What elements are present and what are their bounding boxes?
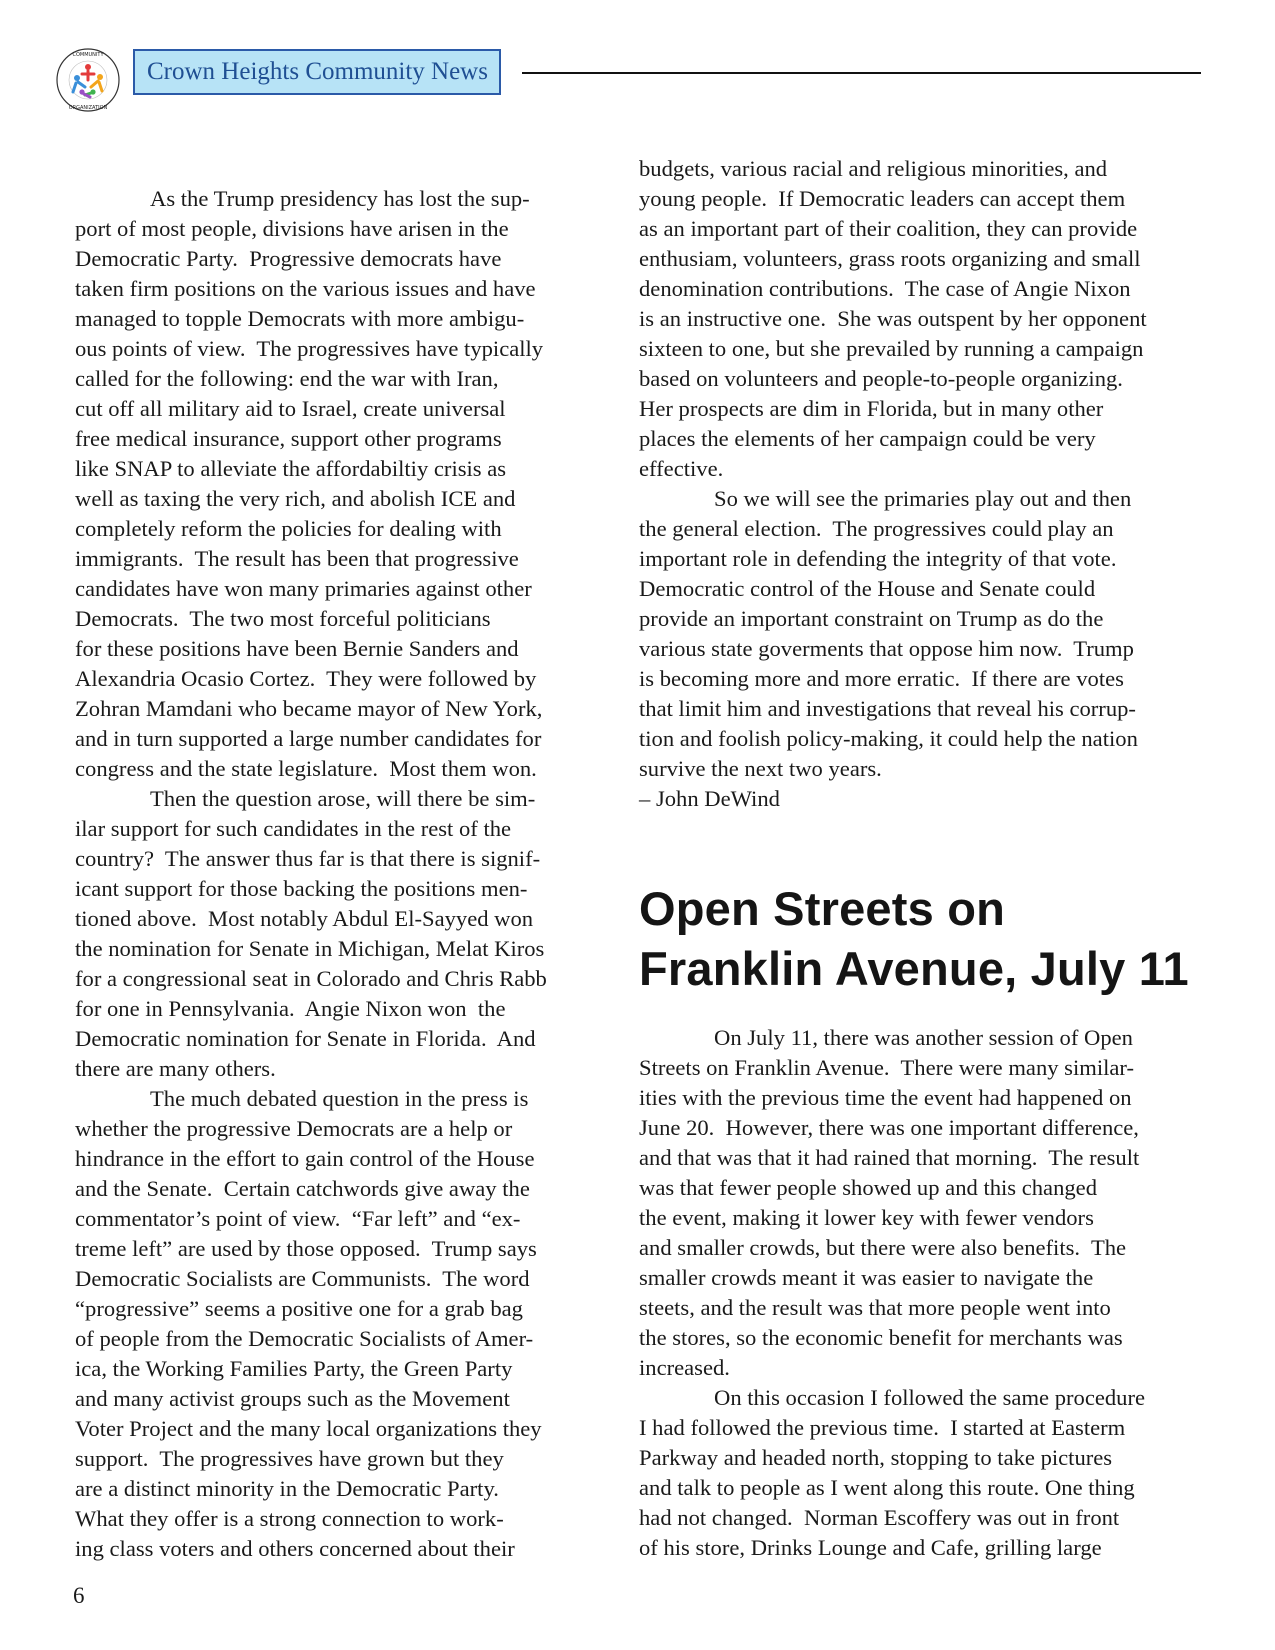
text-line: for a congressional seat in Colorado and Chris Rabb bbox=[75, 966, 547, 991]
text-line: the general election. The progressives could play an bbox=[639, 516, 1114, 541]
text-line: of people from the Democratic Socialists of Amer- bbox=[75, 1326, 534, 1351]
text-line: steets, and the result was that more people went into bbox=[639, 1295, 1111, 1320]
text-line: On July 11, there was another session of Open bbox=[714, 1025, 1133, 1050]
text-line: and many activist groups such as the Movement bbox=[75, 1386, 510, 1411]
text-line: and smaller crowds, but there were also benefits. The bbox=[639, 1235, 1127, 1260]
text-line: and talk to people as I went along this route. One thing bbox=[639, 1475, 1135, 1500]
text-line: managed to topple Democrats with more ambigu- bbox=[75, 306, 525, 331]
text-line: based on volunteers and people-to-people organizing. bbox=[639, 366, 1123, 391]
text-line: smaller crowds meant it was easier to navigate the bbox=[639, 1265, 1094, 1290]
text-line: tion and foolish policy-making, it could help the nation bbox=[639, 726, 1138, 751]
text-line: is becoming more and more erratic. If there are votes bbox=[639, 666, 1124, 691]
text-line: Democrats. The two most forceful politicians bbox=[75, 606, 491, 631]
text-line: candidates have won many primaries against other bbox=[75, 576, 532, 601]
text-line: had not changed. Norman Escoffery was out in front bbox=[639, 1505, 1120, 1530]
text-line: increased. bbox=[639, 1355, 730, 1380]
text-line: places the elements of her campaign could be very bbox=[639, 426, 1096, 451]
text-line: So we will see the primaries play out and then bbox=[714, 486, 1132, 511]
masthead-title: Crown Heights Community News bbox=[147, 58, 488, 85]
text-line: the event, making it lower key with fewer vendors bbox=[639, 1205, 1094, 1230]
text-line: like SNAP to alleviate the affordabiltiy crisis as bbox=[75, 456, 507, 481]
text-line: Then the question arose, will there be sim- bbox=[150, 786, 536, 811]
text-line: well as taxing the very rich, and abolish ICE and bbox=[75, 486, 516, 511]
text-line: budgets, various racial and religious minorities, and bbox=[639, 156, 1108, 181]
text-line: ilar support for such candidates in the rest of the bbox=[75, 816, 512, 841]
text-line: important role in defending the integrity of that vote. bbox=[639, 546, 1117, 571]
text-line: I had followed the previous time. I started at Easterm bbox=[639, 1415, 1126, 1440]
text-line: called for the following: end the war with Iran, bbox=[75, 366, 499, 391]
article1-column1 bbox=[75, 184, 605, 1564]
text-line: ities with the previous time the event had happened on bbox=[639, 1085, 1132, 1110]
text-line: for one in Pennsylvania. Angie Nixon won the bbox=[75, 996, 506, 1021]
logo-text-top: COMMUNITY bbox=[72, 52, 104, 58]
text-line: is an instructive one. She was outspent by her opponent bbox=[639, 306, 1147, 331]
text-line: the nomination for Senate in Michigan, Melat Kiros bbox=[75, 936, 545, 961]
text-line: that limit him and investigations that reveal his corrup- bbox=[639, 696, 1136, 721]
text-line: completely reform the policies for dealing with bbox=[75, 516, 502, 541]
header-rule bbox=[522, 72, 1201, 74]
text-line: Democratic nomination for Senate in Florida. And bbox=[75, 1026, 536, 1051]
text-line: and in turn supported a large number candidates for bbox=[75, 726, 542, 751]
text-line: On this occasion I followed the same procedure bbox=[714, 1385, 1146, 1410]
text-line: the stores, so the economic benefit for merchants was bbox=[639, 1325, 1123, 1350]
text-line: ing class voters and others concerned about their bbox=[75, 1536, 515, 1561]
text-line: The much debated question in the press is bbox=[150, 1086, 529, 1111]
text-line: icant support for those backing the positions men- bbox=[75, 876, 528, 901]
text-line: commentator’s point of view. “Far left” and “ex- bbox=[75, 1206, 521, 1231]
text-line: Voter Project and the many local organizations they bbox=[75, 1416, 542, 1441]
text-line: immigrants. The result has been that progressive bbox=[75, 546, 519, 571]
text-line: June 20. However, there was one important difference, bbox=[639, 1115, 1139, 1140]
text-line: are a distinct minority in the Democratic Party. bbox=[75, 1476, 499, 1501]
text-line: hindrance in the effort to gain control of the House bbox=[75, 1146, 535, 1171]
text-line: there are many others. bbox=[75, 1056, 276, 1081]
text-line: “progressive” seems a positive one for a grab bag bbox=[75, 1296, 523, 1321]
text-line: survive the next two years. bbox=[639, 756, 882, 781]
text-line: tioned above. Most notably Abdul El-Sayyed won bbox=[75, 906, 534, 931]
text-line: port of most people, divisions have arisen in the bbox=[75, 216, 509, 241]
text-line: Democratic control of the House and Senate could bbox=[639, 576, 1096, 601]
text-line: support. The progressives have grown but they bbox=[75, 1446, 504, 1471]
text-line: As the Trump presidency has lost the sup- bbox=[150, 186, 530, 211]
text-line: effective. bbox=[639, 456, 724, 481]
text-line: provide an important constraint on Trump as do the bbox=[639, 606, 1104, 631]
text-line: as an important part of their coalition, they can provide bbox=[639, 216, 1138, 241]
text-line: ous points of view. The progressives have typically bbox=[75, 336, 544, 361]
text-line: Parkway and headed north, stopping to take pictures bbox=[639, 1445, 1113, 1470]
page-number: 6 bbox=[73, 1583, 85, 1608]
text-line: Her prospects are dim in Florida, but in many other bbox=[639, 396, 1104, 421]
text-line: sixteen to one, but she prevailed by running a campaign bbox=[639, 336, 1144, 361]
text-line: and the Senate. Certain catchwords give away the bbox=[75, 1176, 530, 1201]
text-line: various state goverments that oppose him now. Trump bbox=[639, 636, 1134, 661]
text-line: and that was that it had rained that morning. The result bbox=[639, 1145, 1140, 1170]
text-line: whether the progressive Democrats are a help or bbox=[75, 1116, 513, 1141]
article1-column2 bbox=[639, 154, 1169, 814]
masthead-banner bbox=[133, 49, 501, 95]
text-line: taken firm positions on the various issues and have bbox=[75, 276, 536, 301]
text-line: Democratic Party. Progressive democrats have bbox=[75, 246, 502, 271]
text-line: cut off all military aid to Israel, create universal bbox=[75, 396, 506, 421]
text-line: Streets on Franklin Avenue. There were many similar- bbox=[639, 1055, 1135, 1080]
headline-line-2: Franklin Avenue, July 11 bbox=[639, 942, 1189, 995]
text-line: for these positions have been Bernie Sanders and bbox=[75, 636, 519, 661]
author-signature: – John DeWind bbox=[639, 786, 780, 811]
article2-body bbox=[639, 1023, 1169, 1563]
text-line: Democratic Socialists are Communists. The word bbox=[75, 1266, 530, 1291]
organization-logo bbox=[55, 47, 121, 113]
text-line: What they offer is a strong connection to work- bbox=[75, 1506, 504, 1531]
text-line: ica, the Working Families Party, the Green Party bbox=[75, 1356, 513, 1381]
text-line: country? The answer thus far is that there is signif- bbox=[75, 846, 541, 871]
headline-line-1: Open Streets on bbox=[639, 882, 1006, 935]
text-line: Alexandria Ocasio Cortez. They were followed by bbox=[75, 666, 537, 691]
text-line: enthusiam, volunteers, grass roots organizing and small bbox=[639, 246, 1141, 271]
text-line: of his store, Drinks Lounge and Cafe, grilling large bbox=[639, 1535, 1102, 1560]
text-line: denomination contributions. The case of Angie Nixon bbox=[639, 276, 1131, 301]
text-line: treme left” are used by those opposed. Trump says bbox=[75, 1236, 537, 1261]
text-line: free medical insurance, support other programs bbox=[75, 426, 502, 451]
text-line: congress and the state legislature. Most them won. bbox=[75, 756, 537, 781]
logo-text-bottom: ORGANIZATION bbox=[68, 105, 108, 111]
text-line: was that fewer people showed up and this changed bbox=[639, 1175, 1098, 1200]
text-line: Zohran Mamdani who became mayor of New York, bbox=[75, 696, 543, 721]
text-line: young people. If Democratic leaders can accept them bbox=[639, 186, 1126, 211]
article2-headline bbox=[639, 879, 1209, 999]
